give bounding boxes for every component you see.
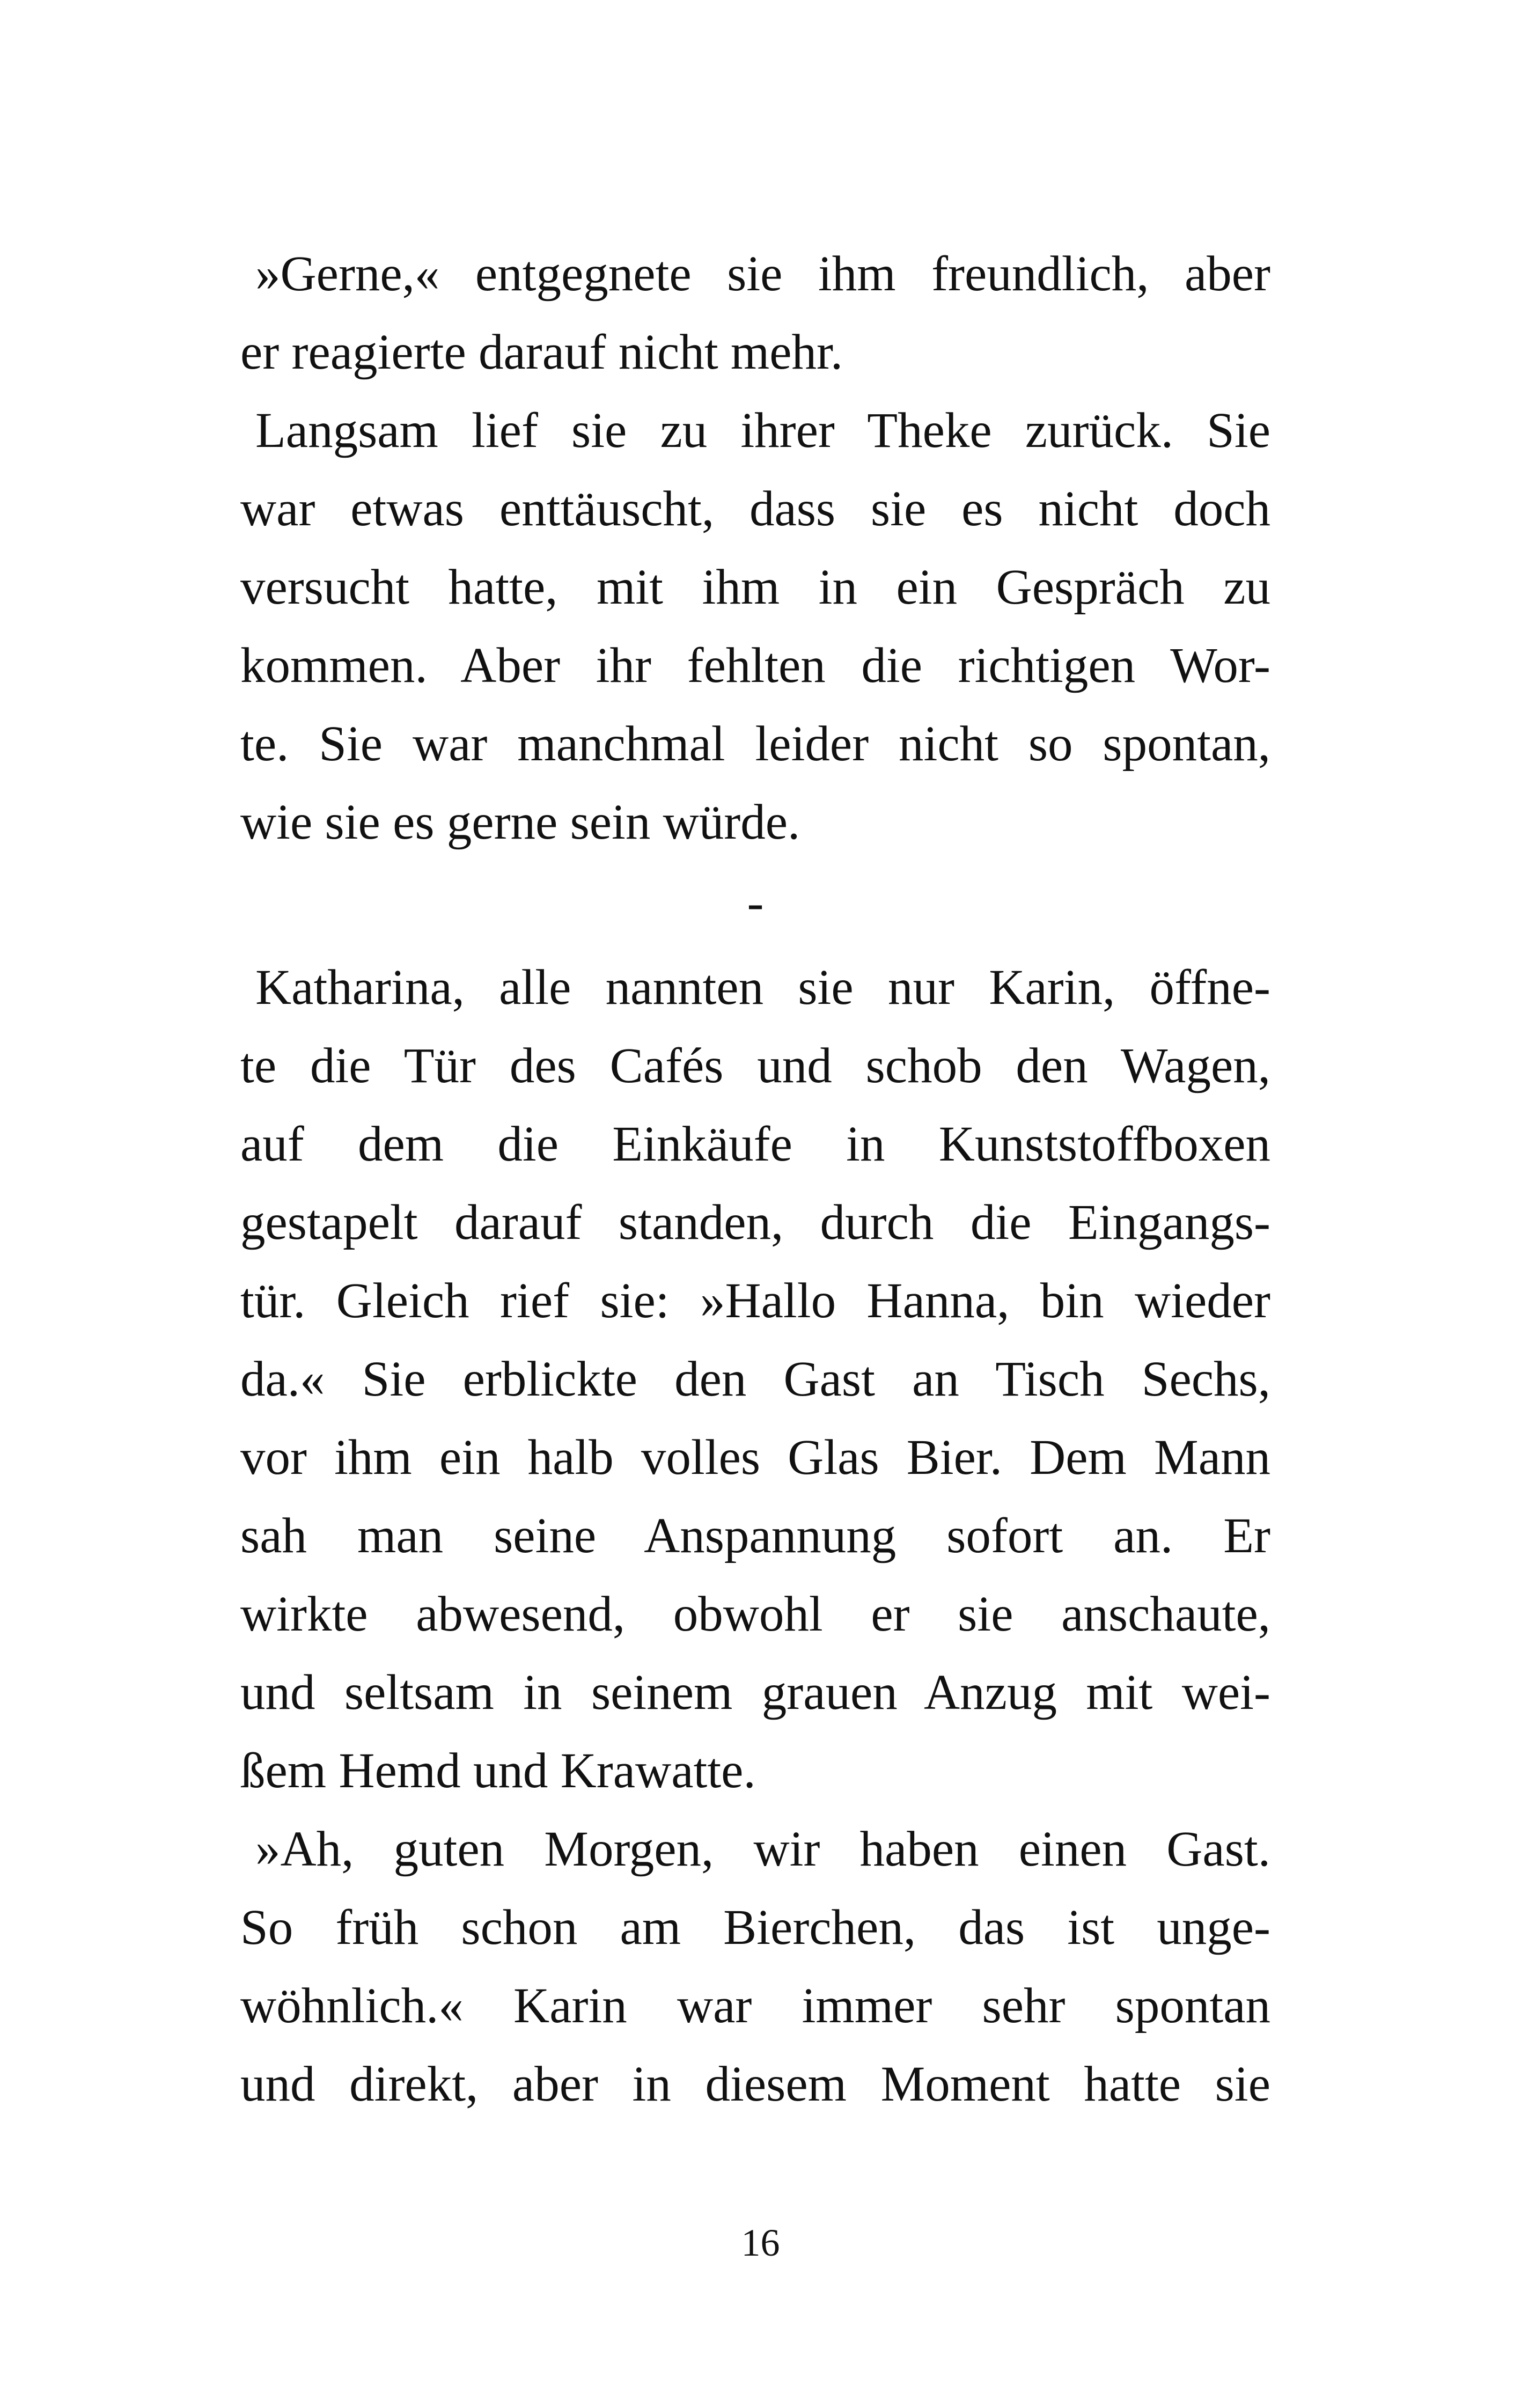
text-line: er reagierte darauf nicht mehr. <box>240 325 843 380</box>
text-line: te. Sie war manchmal leider nicht so spontan, <box>240 716 1270 772</box>
paragraph <box>240 235 1270 392</box>
text-line: tür. Gleich rief sie: »Hallo Hanna, bin wieder <box>240 1273 1270 1328</box>
text-line: gestapelt darauf standen, durch die Eingangs- <box>240 1195 1270 1250</box>
paragraph <box>240 1810 1270 2124</box>
body-text <box>240 235 1270 2124</box>
text-line: te die Tür des Cafés und schob den Wagen, <box>240 1038 1270 1093</box>
text-line: Katharina, alle nannten sie nur Karin, öffne- <box>255 960 1270 1015</box>
text-line: war etwas enttäuscht, dass sie es nicht doch <box>240 481 1270 537</box>
paragraph <box>240 949 1270 1810</box>
text-line: und direkt, aber in diesem Moment hatte sie <box>240 2057 1270 2112</box>
page-number: 16 <box>741 2221 780 2264</box>
text-line: versucht hatte, mit ihm in ein Gespräch zu <box>240 560 1270 615</box>
text-line: ßem Hemd und Krawatte. <box>240 1743 756 1798</box>
text-line: kommen. Aber ihr fehlten die richtigen Wor- <box>240 638 1270 693</box>
text-line: So früh schon am Bierchen, das ist unge- <box>240 1900 1270 1955</box>
text-line: wie sie es gerne sein würde. <box>240 795 800 850</box>
text-line: wirkte abwesend, obwohl er sie anschaute, <box>240 1587 1270 1642</box>
scene-break: - <box>747 875 764 930</box>
text-line: und seltsam in seinem grauen Anzug mit wei- <box>240 1665 1270 1720</box>
text-line: da.« Sie erblickte den Gast an Tisch Sechs, <box>240 1352 1270 1407</box>
text-line: sah man seine Anspannung sofort an. Er <box>240 1508 1270 1563</box>
text-line: Langsam lief sie zu ihrer Theke zurück. Sie <box>255 403 1270 458</box>
text-line: »Ah, guten Morgen, wir haben einen Gast. <box>255 1822 1270 1877</box>
paragraph <box>240 392 1270 862</box>
text-line: auf dem die Einkäufe in Kunststoffboxen <box>240 1117 1270 1172</box>
text-line: vor ihm ein halb volles Glas Bier. Dem Mann <box>240 1430 1270 1485</box>
text-line: wöhnlich.« Karin war immer sehr spontan <box>240 1978 1270 2033</box>
text-line: »Gerne,« entgegnete sie ihm freundlich, aber <box>255 246 1270 302</box>
